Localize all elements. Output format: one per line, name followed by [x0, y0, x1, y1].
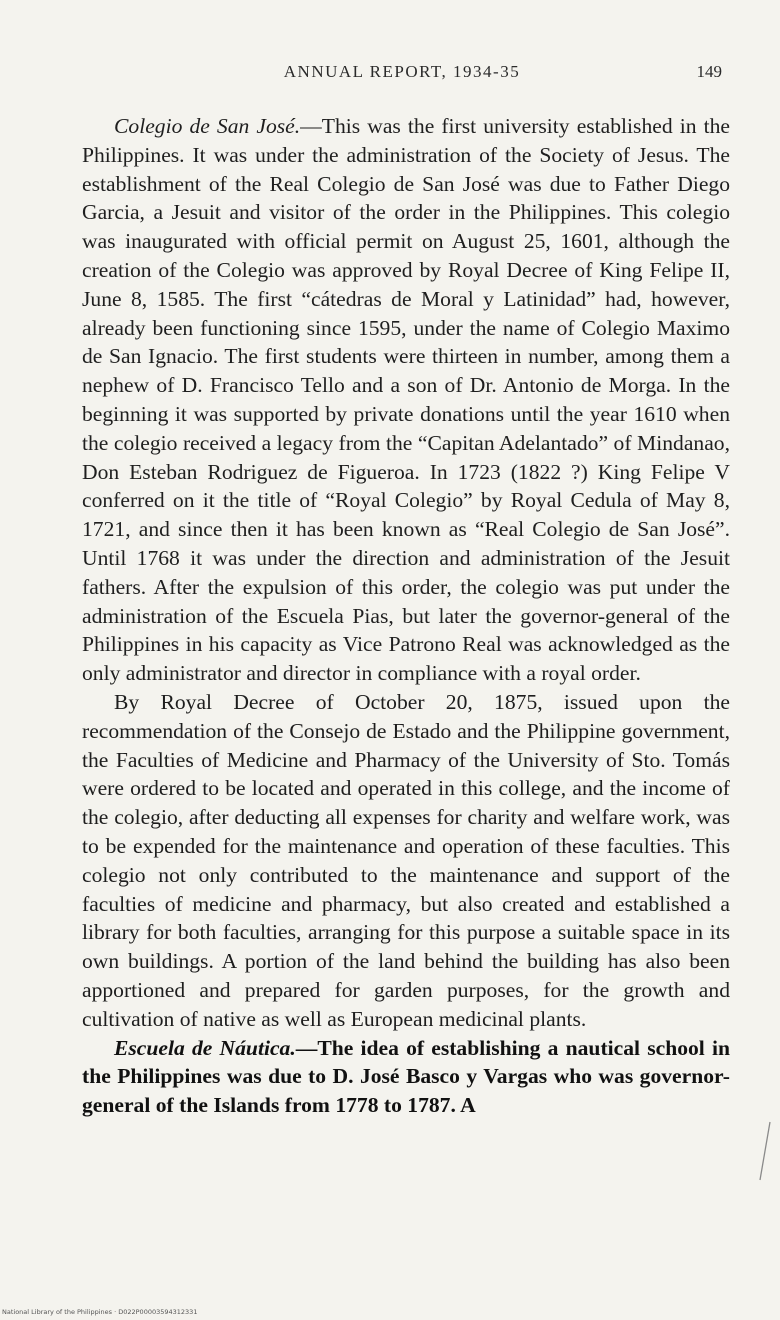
running-title: ANNUAL REPORT, 1934-35 [283, 62, 521, 81]
paragraph-text: —The idea of establishing a nautical school in the Philippines was due to D. José Basco y Vargas who was governor-general of the Islands from 1778 to 1787. A [82, 1035, 730, 1118]
body-text [82, 112, 730, 1120]
page-number: 149 [696, 62, 722, 81]
running-header [82, 62, 722, 92]
paragraph-text: By Royal Decree of October 20, 1875, issued upon the recommendation of the Consejo de Estado and the Philippine government, the Faculties of Medicine and Pharmacy of the University of Sto. Tomás were ordered to be located and operated in this college, and the income of the colegio, after deducting all expenses for charity and welfare work, was to be expended for the maintenance and operation of these faculties. This colegio not only contributed to the maintenance and support of the faculties of medicine and pharmacy, but also created and established a library for both faculties, arranging for this purpose a suitable space in its own buildings. A portion of the land behind the building has also been apportioned and prepared for garden purposes, for the growth and cultivation of native as well as European medicinal plants. [82, 689, 730, 1031]
paragraph-royal-decree [82, 688, 730, 1034]
section-heading-colegio: Colegio de San José. [114, 114, 301, 138]
source-footer: National Library of the Philippines · D022P00003594312331 [2, 1308, 198, 1316]
paragraph-colegio-de-san-jose [82, 112, 730, 688]
section-heading-nautica: Escuela de Náutica. [114, 1035, 296, 1060]
paragraph-escuela-de-nautica [82, 1034, 730, 1120]
margin-pencil-mark [756, 1120, 772, 1190]
paragraph-text: —This was the first university established in the Philippines. It was under the administration of the Society of Jesus. The establishment of the Real Colegio de San José was due to Father Diego Garcia, a Jesuit and visitor of the order in the Philippines. This colegio was inaugurated with official permit on August 25, 1601, although the creation of the Colegio was approved by Royal Decree of King Felipe II, June 8, 1585. The first “cátedras de Moral y Latinidad” had, however, already been functioning since 1595, under the name of Colegio Maximo de San Ignacio. The first students were thirteen in number, among them a nephew of D. Francisco Tello and a son of Dr. Antonio de Morga. In the beginning it was supported by private donations until the year 1610 when the colegio received a legacy from the “Capitan Adelantado” of Mindanao, Don Esteban Rodriguez de Figueroa. In 1723 (1822 ?) King Felipe V conferred on it the title of “Royal Colegio” by Royal Cedula of May 8, 1721, and since then it has been known as “Real Colegio de San José”. Until 1768 it was under the direction and administration of the Jesuit fathers. After the expulsion of this order, the colegio was put under the administration of the Escuela Pias, but later the governor-general of the Philippines in his capacity as Vice Patrono Real was acknowledged as the only administrator and director in compliance with a royal order. [82, 114, 730, 686]
